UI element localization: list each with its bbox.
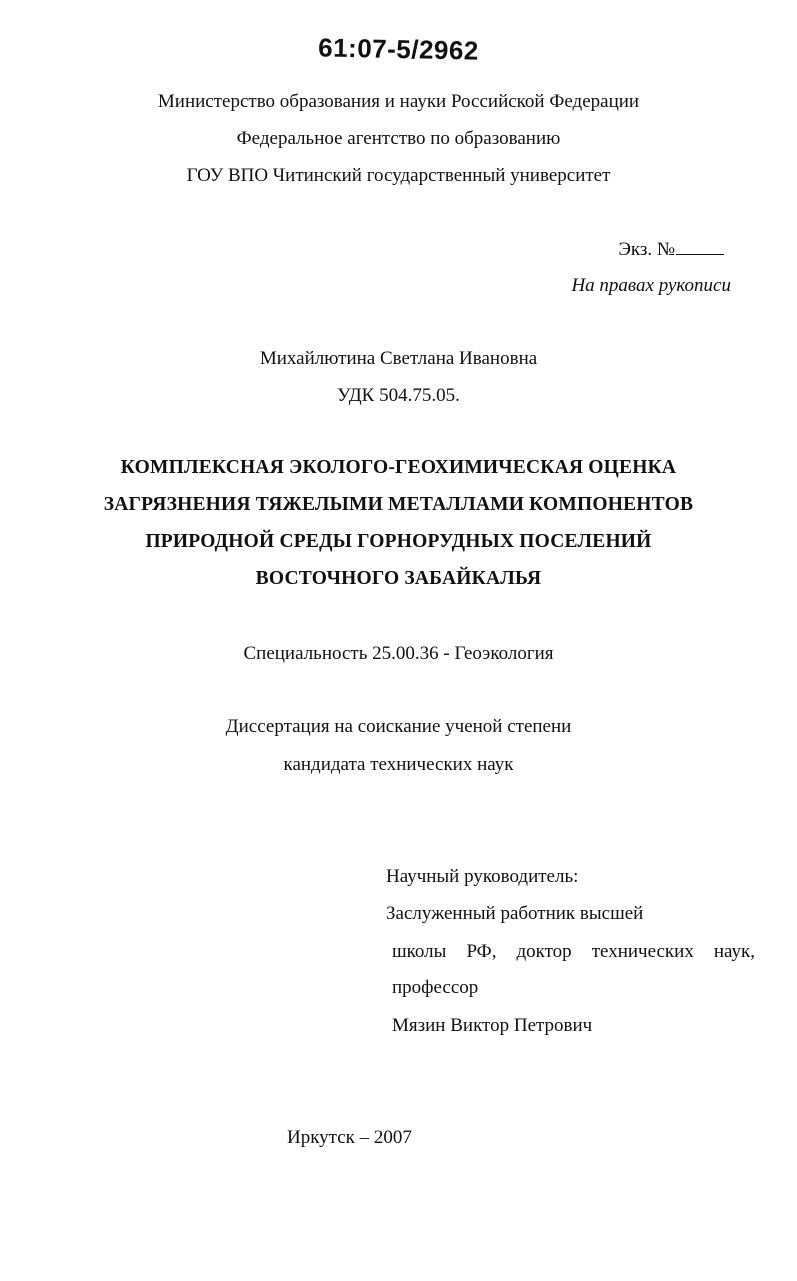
supervisor-word: наук,	[713, 941, 755, 962]
supervisor-word: РФ,	[466, 941, 497, 962]
supervisor-word: доктор	[516, 941, 572, 962]
ministry-line: Министерство образования и науки Российской Федерации	[157, 91, 640, 112]
author-name: Михайлютина Светлана Ивановна	[259, 348, 538, 369]
title-line: ЗАГРЯЗНЕНИЯ ТЯЖЕЛЫМИ МЕТАЛЛАМИ КОМПОНЕНТОВ	[103, 494, 694, 515]
city-year: Иркутск – 2007	[287, 1127, 412, 1148]
supervisor-name: Мязин Виктор Петрович	[392, 1015, 593, 1036]
supervisor-heading: Научный руководитель:	[386, 866, 579, 887]
supervisor-word: технических	[591, 941, 694, 962]
copy-number-line	[618, 239, 724, 261]
supervisor-word: школы	[392, 941, 447, 962]
specialty-line: Специальность 25.00.36 - Геоэкология	[243, 643, 554, 664]
title-line: ПРИРОДНОЙ СРЕДЫ ГОРНОРУДНЫХ ПОСЕЛЕНИЙ	[145, 531, 652, 552]
agency-line: Федеральное агентство по образованию	[236, 128, 561, 149]
archive-stamp: 61:07-5/2962	[317, 32, 480, 66]
supervisor-rank: профессор	[392, 977, 479, 998]
degree-line: Диссертация на соискание ученой степени	[225, 716, 572, 737]
rights-note: На правах рукописи	[571, 275, 731, 296]
degree-line: кандидата технических наук	[283, 754, 514, 775]
supervisor-title-line-justified	[392, 941, 755, 963]
title-line: КОМПЛЕКСНАЯ ЭКОЛОГО-ГЕОХИМИЧЕСКАЯ ОЦЕНКА	[120, 457, 677, 478]
copy-number-blank	[676, 239, 724, 255]
university-line: ГОУ ВПО Читинский государственный университет	[186, 165, 611, 186]
title-line: ВОСТОЧНОГО ЗАБАЙКАЛЬЯ	[255, 568, 542, 589]
udk-code: УДК 504.75.05.	[337, 385, 460, 406]
supervisor-title-line: Заслуженный работник высшей	[386, 903, 644, 924]
copy-number-label: Экз. №	[618, 239, 675, 260]
